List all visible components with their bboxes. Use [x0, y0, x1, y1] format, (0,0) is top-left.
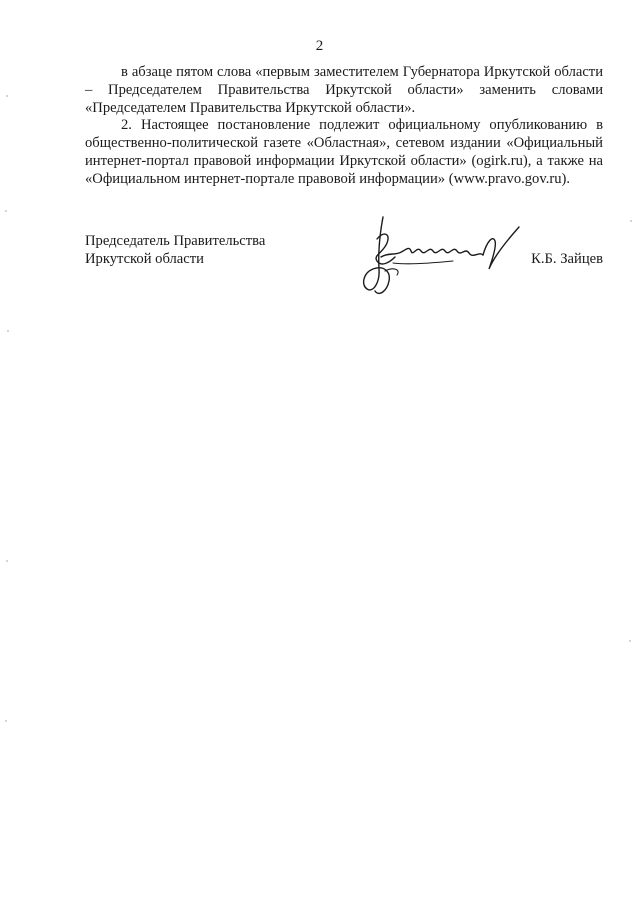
page-number: 2 [315, 38, 324, 54]
paragraph-publication: 2. Настоящее постановление подлежит официальному опубликованию в общественно-политической газете «Областная», сетевом издании «Официальный интернет-портал правовой информации Иркутской области» (ogirk.ru), а также на «Официальном интернет-портале правовой информации» (www.pravo.gov.ru). [85, 117, 603, 187]
signer-name: К.Б. Зайцев [531, 250, 603, 267]
signer-title-line-1: Председатель Правительства [85, 233, 266, 249]
scan-speck [630, 220, 632, 222]
scan-speck [5, 720, 7, 722]
scan-speck [5, 210, 7, 212]
signer-title-line-2: Иркутской области [85, 250, 204, 267]
scan-speck [7, 330, 9, 332]
scan-speck [6, 560, 8, 562]
document-body [85, 64, 603, 189]
paragraph-amendment: в абзаце пятом слова «первым заместителем Губернатора Иркутской области – Председателем Правительства Иркутской области» заменить словами «Председателем Правительства Иркутской области». [85, 64, 603, 116]
scan-speck [629, 640, 631, 642]
handwritten-signature-icon [353, 211, 533, 311]
signer-title [85, 233, 265, 269]
signature-block [85, 233, 603, 313]
scan-speck [6, 95, 8, 97]
